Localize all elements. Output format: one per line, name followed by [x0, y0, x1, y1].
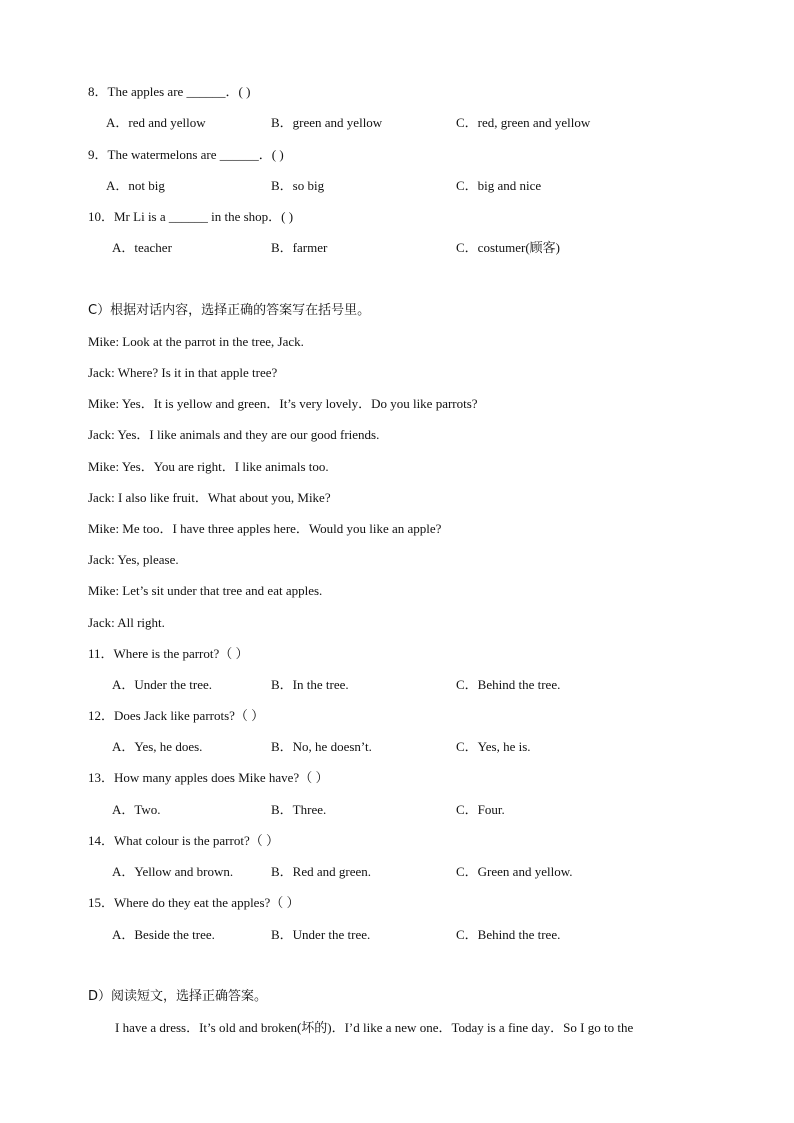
question-12-option-a: A．Yes, he does.	[112, 739, 203, 754]
question-15-option-b: B．Under the tree.	[271, 927, 371, 942]
question-8-stem: 8．The apples are ______．( )	[88, 84, 251, 99]
question-14-option-c: C．Green and yellow.	[456, 864, 573, 879]
question-8-option-b: B．green and yellow	[271, 115, 383, 130]
question-8-option-c: C．red, green and yellow	[456, 115, 591, 130]
question-12-stem: 12．Does Jack like parrots?（ ）	[88, 708, 265, 723]
question-9-option-c: C．big and nice	[456, 178, 542, 193]
question-13-option-c: C．Four.	[456, 802, 505, 817]
question-9-stem: 9．The watermelons are ______．( )	[88, 147, 284, 162]
dialogue-line: Jack: All right.	[88, 615, 165, 630]
question-12-option-b: B．No, he doesn’t.	[271, 739, 372, 754]
dialogue-line: Mike: Me too．I have three apples here．Would you like an apple?	[88, 521, 442, 536]
question-10-option-c: C．costumer(顾客)	[456, 240, 560, 255]
question-11-stem: 11．Where is the parrot?（ ）	[88, 646, 249, 661]
question-10-stem: 10．Mr Li is a ______ in the shop．( )	[88, 209, 294, 224]
question-10-option-b: B．farmer	[271, 240, 328, 255]
question-14-stem: 14．What colour is the parrot?（ ）	[88, 833, 279, 848]
section-d-heading: D）阅读短文，选择正确答案。	[88, 989, 268, 1004]
question-14-option-b: B．Red and green.	[271, 864, 372, 879]
question-14-option-a: A．Yellow and brown.	[112, 864, 234, 879]
dialogue-line: Mike: Yes．You are right．I like animals too.	[88, 459, 329, 474]
question-11-option-c: C．Behind the tree.	[456, 677, 561, 692]
dialogue-line: Mike: Yes．It is yellow and green．It’s very lovely．Do you like parrots?	[88, 396, 478, 411]
dialogue-line: Mike: Let’s sit under that tree and eat apples.	[88, 583, 323, 598]
passage-paragraph: I have a dress．It’s old and broken(坏的)．I’d like a new one．Today is a fine day．So I go to the	[115, 1020, 634, 1035]
question-13-option-a: A．Two.	[112, 802, 161, 817]
dialogue-line: Jack: Yes．I like animals and they are our good friends.	[88, 427, 380, 442]
question-9-option-b: B．so big	[271, 178, 325, 193]
question-9-option-a: A．not big	[106, 178, 165, 193]
question-15-stem: 15．Where do they eat the apples?（ ）	[88, 895, 300, 910]
dialogue-line: Jack: I also like fruit．What about you, Mike?	[88, 490, 331, 505]
question-8-option-a: A．red and yellow	[106, 115, 206, 130]
dialogue-line: Mike: Look at the parrot in the tree, Jack.	[88, 334, 304, 349]
question-15-option-a: A．Beside the tree.	[112, 927, 215, 942]
question-12-option-c: C．Yes, he is.	[456, 739, 531, 754]
dialogue-line: Jack: Yes, please.	[88, 552, 179, 567]
question-13-option-b: B．Three.	[271, 802, 327, 817]
question-10-option-a: A．teacher	[112, 240, 172, 255]
question-13-stem: 13．How many apples does Mike have?（ ）	[88, 770, 329, 785]
question-11-option-b: B．In the tree.	[271, 677, 349, 692]
question-15-option-c: C．Behind the tree.	[456, 927, 561, 942]
dialogue-line: Jack: Where? Is it in that apple tree?	[88, 365, 278, 380]
question-11-option-a: A．Under the tree.	[112, 677, 212, 692]
section-c-heading: C）根据对话内容，选择正确的答案写在括号里。	[88, 303, 371, 318]
